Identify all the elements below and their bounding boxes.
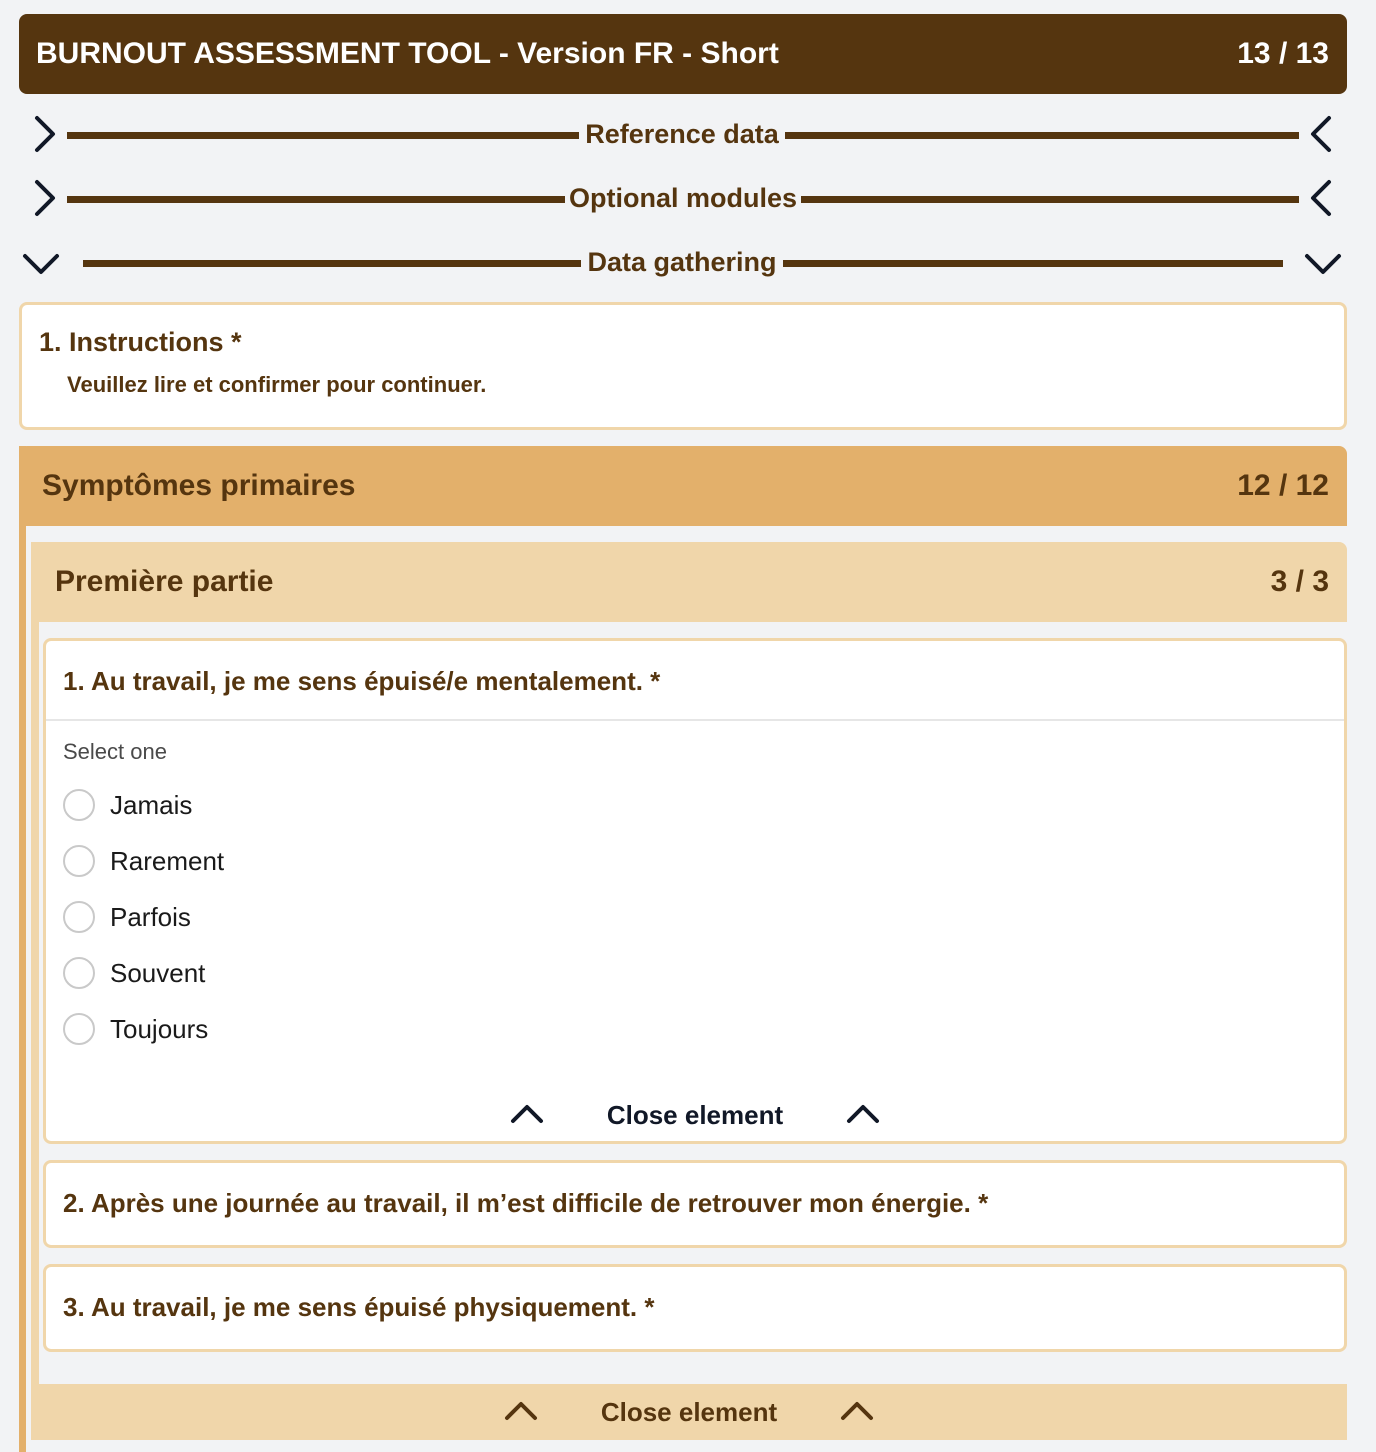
divider-line [83, 260, 581, 267]
select-hint: Select one [63, 739, 167, 764]
radio-label[interactable]: Souvent [110, 957, 206, 988]
section-label-reference-data[interactable]: Reference data [585, 119, 779, 149]
radio-button[interactable] [63, 957, 95, 989]
radio-button[interactable] [63, 1013, 95, 1045]
radio-option-rarement[interactable] [63, 833, 1344, 889]
section-title: Symptômes primaires [42, 469, 356, 502]
close-element-label: Close element [600, 1396, 778, 1427]
subsection-header-first-part[interactable] [31, 542, 1347, 622]
instructions-title: 1. Instructions * [39, 327, 242, 357]
chevron-right-icon[interactable] [25, 114, 65, 154]
section-toggle-data-gathering[interactable] [19, 242, 1347, 282]
divider-line [67, 196, 565, 203]
radio-label[interactable]: Jamais [110, 789, 193, 820]
chevron-up-icon [843, 1095, 883, 1135]
section-label-optional-modules[interactable]: Optional modules [568, 183, 797, 213]
chevron-left-icon[interactable] [1301, 114, 1341, 154]
chevron-up-icon [837, 1392, 877, 1432]
app-title: BURNOUT ASSESSMENT TOOL - Version FR - Short [36, 37, 779, 70]
chevron-up-icon [507, 1095, 547, 1135]
radio-label[interactable]: Toujours [110, 1013, 209, 1044]
section-toggle-optional-modules[interactable] [19, 178, 1347, 218]
question-card-3[interactable] [43, 1264, 1347, 1352]
radio-option-parfois[interactable] [63, 889, 1344, 945]
radio-label[interactable]: Parfois [110, 901, 191, 932]
question-title[interactable]: 3. Au travail, je me sens épuisé physiquement. * [63, 1292, 655, 1322]
close-subsection-button[interactable] [31, 1384, 1347, 1440]
radio-option-souvent[interactable] [63, 945, 1344, 1001]
instructions-text: Veuillez lire et confirmer pour continuer. [67, 372, 487, 397]
section-label-data-gathering[interactable]: Data gathering [587, 247, 777, 277]
question-card-2[interactable] [43, 1160, 1347, 1248]
radio-button[interactable] [63, 901, 95, 933]
chevron-down-icon[interactable] [1303, 242, 1343, 282]
chevron-down-icon[interactable] [21, 242, 61, 282]
close-element-label: Close element [606, 1099, 784, 1130]
question-title[interactable]: 2. Après une journée au travail, il m’est difficile de retrouver mon énergie. * [63, 1188, 989, 1218]
section-counter: 12 / 12 [1237, 469, 1329, 502]
answer-options [63, 777, 1344, 1057]
app-header [19, 14, 1347, 94]
section-header-primary-symptoms[interactable] [19, 446, 1347, 526]
divider-line [783, 260, 1283, 267]
section-toggle-reference-data[interactable] [19, 114, 1347, 154]
chevron-right-icon[interactable] [25, 178, 65, 218]
chevron-left-icon[interactable] [1301, 178, 1341, 218]
question-card-1 [43, 638, 1347, 1144]
radio-button[interactable] [63, 845, 95, 877]
close-element-button[interactable] [46, 1091, 1344, 1139]
radio-button[interactable] [63, 789, 95, 821]
radio-option-toujours[interactable] [63, 1001, 1344, 1057]
radio-option-jamais[interactable] [63, 777, 1344, 833]
divider-line [67, 132, 579, 139]
subsection-title: Première partie [55, 565, 274, 598]
divider-line [785, 132, 1299, 139]
instructions-card[interactable] [19, 302, 1347, 430]
question-title[interactable]: 1. Au travail, je me sens épuisé/e mentalement. * [46, 641, 1344, 721]
page-counter: 13 / 13 [1237, 37, 1329, 70]
radio-label[interactable]: Rarement [110, 845, 225, 876]
divider-line [801, 196, 1299, 203]
subsection-counter: 3 / 3 [1270, 565, 1329, 598]
chevron-up-icon [501, 1392, 541, 1432]
